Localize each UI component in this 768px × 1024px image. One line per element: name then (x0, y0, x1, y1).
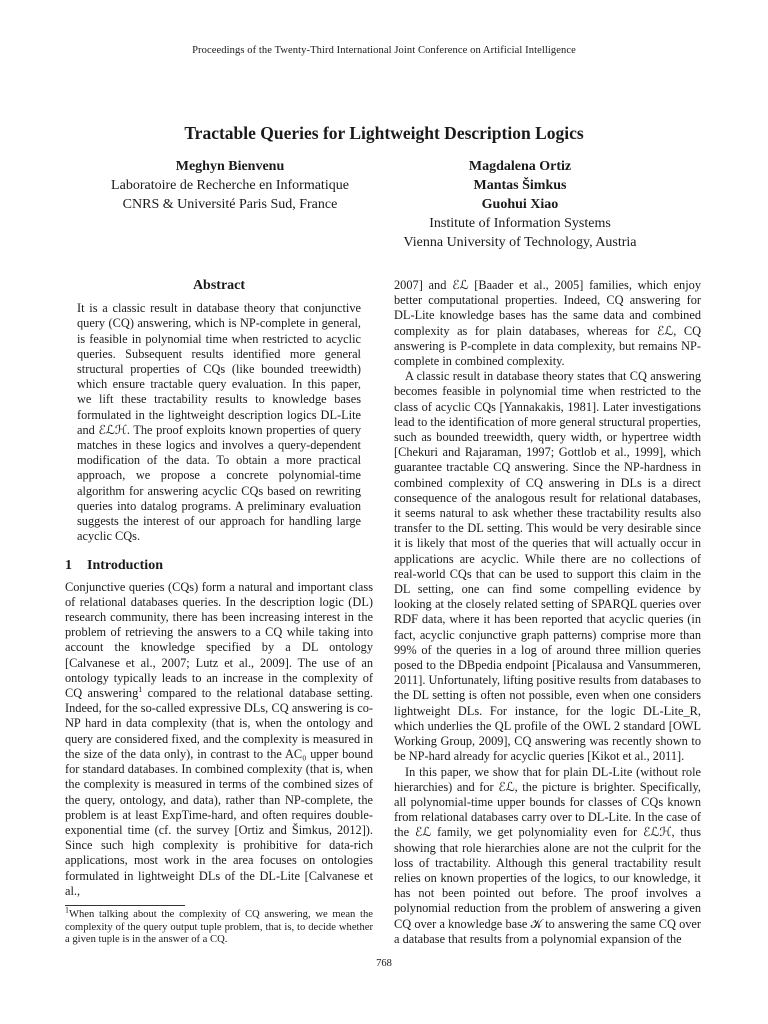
intro-paragraph: 2007] and ℰℒ [Baader et al., 2005] families, which enjoy better computational properties. Indeed, CQ answering for DL-Lite knowledge bases has the same data and combined complexity as for plain databases, whereas for ℰℒ, CQ answering is P-complete in data complexity, but remains NP-complete in combined complexity. (394, 278, 701, 369)
intro-paragraph: A classic result in database theory states that CQ answering becomes feasible in polynomial time when restricted to the class of acyclic CQs [Yannakakis, 1981]. Later investigations lead to the identification of more general structural properties, such as bounded treewidth, query width, or hypertree width [Chekuri and Rajaraman, 1997; Gottlob et al., 1999], which guarantee tractable CQ answering. Since the NP-hardness in combined complexity of CQ answering in DLs is a direct consequence of the analogous result for relational databases, it seems natural to ask whether these tractability results also transfer to the DL setting. This would be very desirable since it is likely that most of the queries that will actually occur in applications are acyclic. While there are no collections of real-world CQs that can be used to support this claim in the DL setting, one can find some compelling evidence by looking at the closely related setting of SPARQL queries over RDF data, where it has been reported that acyclic queries (in fact, acyclic conjunctive graph patterns) comprise more than 99% of the queries in a log of around three million queries posed to the DBpedia endpoint [Picalausa and Vansummeren, 2011]. Unfortunately, lifting positive results from databases to the DL setting is often not possible, even when one considers lightweight DLs. For instance, for the logic DL-Lite_R, which underlies the QL profile of the OWL 2 standard [OWL Working Group, 2009], CQ answering was recently shown to be NP-hard already for acyclic queries [Kikot et al., 2011]. (394, 369, 701, 764)
author-name: Meghyn Bienvenu (175, 159, 285, 174)
author-affiliation: Institute of Information Systems (429, 216, 611, 231)
page-number: 768 (376, 958, 392, 969)
footnote-mark: 1 (65, 905, 69, 915)
section-number: 1 (65, 558, 72, 574)
footnote (65, 905, 373, 947)
intro-text: Conjunctive queries (CQs) form a natural and important class of relational databases queries. In the description logic (DL) research community, there has been increasing interest in the problem of retrieving the answers to a CQ while taking into account the knowledge specified by a DL ontology [Calvanese et al., 2007; Lutz et al., 2009]. The use of an ontology typically leads to an increase in the complexity of CQ answering (65, 579, 373, 701)
author-affiliation: Vienna University of Technology, Austria (403, 235, 637, 250)
intro-paragraph: In this paper, we show that for plain DL-Lite (without role hierarchies) and for ℰℒ, the picture is brighter. Specifically, all polynomial-time upper bounds for classes of CQs known from relational databases carry over to DL-Lite. In the case of the ℰℒ family, we get polynomiality even for ℰℒℋ, thus showing that role hierarchies alone are not the culprit for the loss of tractability. Although this general tractability result relies on known properties of the logics, to our knowledge, it has not been pointed out before. The proof involves a polynomial reduction from the problem of answering a given CQ over a knowledge base 𝒦 to answering the same CQ over a database that results from a polynomial expansion of the (394, 764, 701, 946)
section-heading (65, 558, 373, 573)
author-name: Magdalena Ortiz (468, 159, 572, 174)
footnote-text: When talking about the complexity of CQ answering, we mean the complexity of the query output tuple problem, that is, to decide whether a given tuple is in the answer of a CQ. (65, 908, 373, 946)
footnote-divider (65, 905, 185, 906)
author-block-left (70, 157, 390, 214)
footnote-reference: 1 (138, 684, 143, 694)
running-header: Proceedings of the Twenty-Third International Joint Conference on Artificial Intelligence (192, 45, 576, 56)
abstract-heading: Abstract (192, 278, 246, 293)
intro-paragraph (65, 580, 373, 899)
author-name: Guohui Xiao (481, 197, 559, 212)
paper-title: Tractable Queries for Lightweight Description Logics (184, 123, 584, 143)
author-affiliation: CNRS & Université Paris Sud, France (122, 197, 338, 212)
author-name: Mantas Šimkus (473, 178, 567, 193)
left-column (65, 278, 373, 947)
author-affiliation: Laboratoire de Recherche en Informatique (111, 178, 349, 193)
intro-text: compared to the relational database setting. Indeed, for the so-called expressive DLs, CQ answering is co-NP hard in data complexity (that is, when the ontology and query are considered fixed, and the complexity is measured in the size of the data only), in contrast to the AC₀ upper bound for standard databases. In combined complexity (that is, when the complexity is measured in terms of the combined sizes of the query, ontology, and data), rather than NP-complete, the problem is at least ExpTime-hard, and often requires double-exponential time (cf. the survey [Ortiz and Šimkus, 2012]). Since such high complexity is prohibitive for data-rich applications, most work in the area focuses on ontologies formulated in lightweight DLs of the DL-Lite [Calvanese et al., (65, 686, 373, 898)
right-column (394, 278, 701, 947)
section-title: Introduction (87, 558, 163, 574)
abstract-text: It is a classic result in database theory that conjunctive query (CQ) answering, which is NP-complete in general, is feasible in polynomial time when restricted to acyclic queries. Subsequent results identified more general structural properties of CQs (like bounded treewidth) which ensure tractable query evaluation. In this paper, we lift these tractability results to knowledge bases formulated in the lightweight description logics DL-Lite and ℰℒℋ. The proof exploits known properties of query matches in these logics and involves a query-dependent modification of the data. To obtain a more practical approach, we propose a concrete polynomial-time algorithm for answering acyclic CQs based on rewriting queries into datalog programs. A preliminary evaluation suggests the interest of our approach for handling large acyclic CQs. (77, 301, 361, 544)
author-block-right (360, 157, 680, 252)
